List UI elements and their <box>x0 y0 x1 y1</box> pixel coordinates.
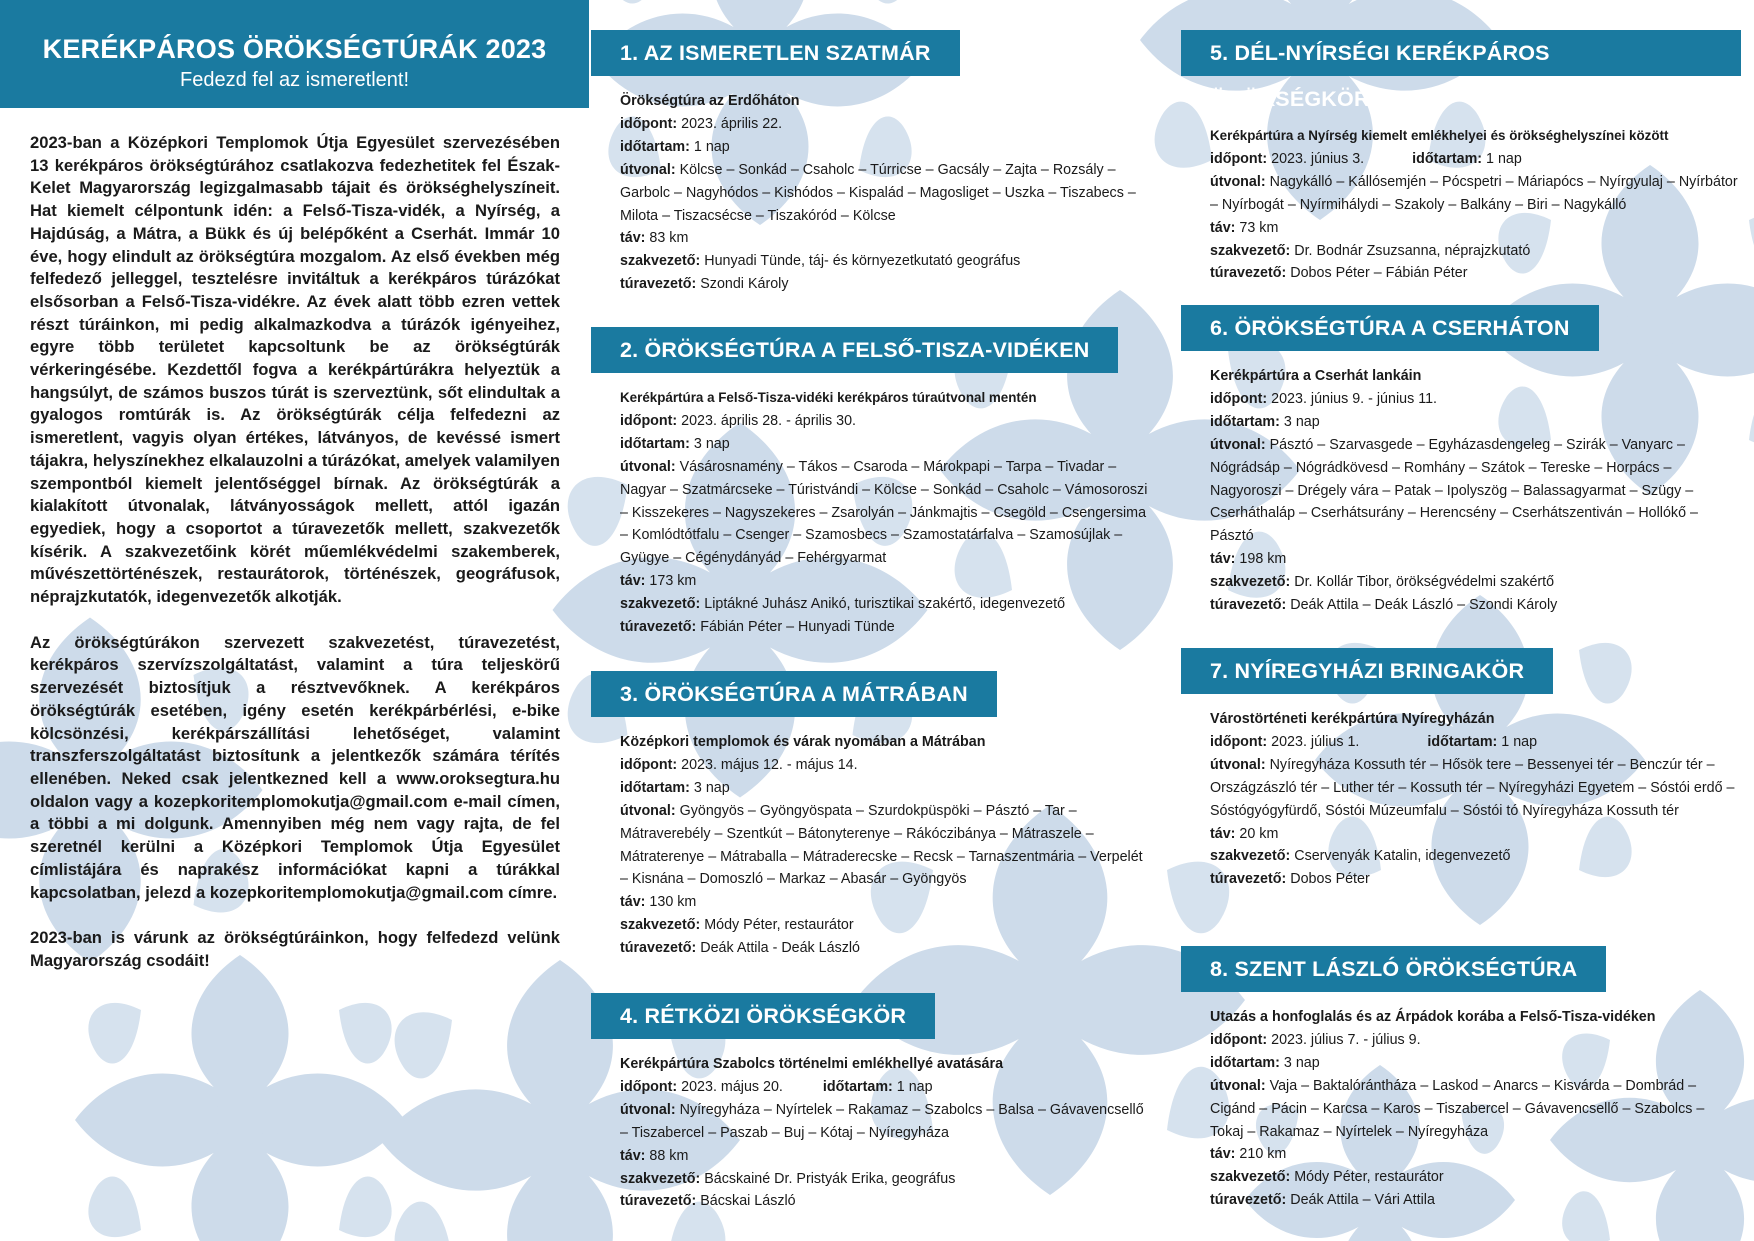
expert-guide-value: Hunyadi Tünde, táj- és környezetkutató geográfus <box>704 253 1021 270</box>
route-value: Gyöngyös – Gyöngyöspata – Szurdokpüspöki – Pásztó – Tar – Mátraverebély – Szentkút – Bátonyterenye – Rákóczibánya – Mátraszele – Mátraterenye – Mátraballa – Mátraderecske – Recsk – Tarnaszentmária – Verpelét – Kisnána – Domoszló – Markaz – Abasár – Gyöngyös <box>620 802 1143 888</box>
tour-6 <box>1181 305 1741 617</box>
distance-value: 73 km <box>1239 219 1279 236</box>
distance-label: táv: <box>620 573 646 590</box>
date-value: 2023. április 22. <box>681 115 783 132</box>
duration-label: időtartam: <box>1427 733 1498 750</box>
tour-subtitle: Kerékpártúra a Cserhát lankáin <box>1210 368 1422 384</box>
route-value: Nyíregyháza – Nyírtelek – Rakamaz – Szabolcs – Balsa – Gávavencsellő – Tiszabercel – Paszab – Buj – Kótaj – Nyíregyháza <box>620 1101 1144 1141</box>
duration-label: időtartam: <box>822 1078 893 1095</box>
tour-subtitle: Kerékpártúra a Felső-Tisza-vidéki kerékpáros túraútvonal mentén <box>620 390 1037 405</box>
page-subtitle: Fedezd fel az ismeretlent! <box>180 69 409 91</box>
intro-paragraph-3: 2023-ban is várunk az örökségtúráinkon, hogy felfedezd velünk Magyarország csodáit! <box>30 928 560 970</box>
expert-guide-value: Dr. Bodnár Zsuzsanna, néprajzkutató <box>1294 242 1531 259</box>
duration-label: időtartam: <box>620 138 690 155</box>
tour-1 <box>591 30 1151 296</box>
duration-value: 3 nap <box>693 779 730 796</box>
tour-title: 7. NYÍREGYHÁZI BRINGAKÖR <box>1181 648 1553 694</box>
date-value: 2023. május 20. <box>681 1078 783 1095</box>
expert-guide-value: Cservenyák Katalin, idegenvezető <box>1294 848 1511 865</box>
distance-label: táv: <box>1210 551 1236 568</box>
tour-guide-value: Szondi Károly <box>700 276 789 293</box>
route-value: Nagykálló – Kállósemjén – Pócspetri – Máriapócs – Nyírgyulaj – Nyírbátor – Nyírbogát – Nyírmihálydi – Szakoly – Balkány – Biri – Nagykálló <box>1210 173 1738 213</box>
tour-subtitle: Utazás a honfoglalás és az Árpádok korába a Felső-Tisza-vidéken <box>1210 1009 1656 1025</box>
date-value: 2023. június 9. - június 11. <box>1271 390 1438 407</box>
expert-guide-value: Módy Péter, restaurátor <box>704 917 854 934</box>
tour-subtitle: Várostörténeti kerékpártúra Nyíregyházán <box>1210 711 1495 727</box>
date-value: 2023. május 12. - május 14. <box>681 756 858 773</box>
date-label: időpont: <box>620 412 678 429</box>
duration-label: időtartam: <box>620 435 690 452</box>
date-label: időpont: <box>1210 390 1268 407</box>
tour-subtitle: Örökségtúra az Erdőháton <box>620 93 800 109</box>
expert-guide-label: szakvezető: <box>620 253 701 270</box>
tour-guide-label: túravezető: <box>1210 265 1287 282</box>
tour-guide-value: Bácskai László <box>700 1193 796 1210</box>
expert-guide-label: szakvezető: <box>620 596 701 613</box>
route-label: útvonal: <box>1210 436 1266 453</box>
route-label: útvonal: <box>1210 756 1266 773</box>
date-label: időpont: <box>1210 150 1268 167</box>
tour-guide-label: túravezető: <box>1210 597 1287 614</box>
distance-label: táv: <box>1210 1146 1236 1163</box>
expert-guide-value: Liptákné Juhász Anikó, turisztikai szakértő, idegenvezető <box>704 596 1066 613</box>
tour-subtitle: Kerékpártúra a Nyírség kiemelt emlékhelyei és örökséghelyszínei között <box>1210 128 1669 143</box>
tour-5 <box>1181 30 1741 285</box>
tour-guide-value: Deák Attila - Deák László <box>700 940 860 957</box>
intro-text <box>30 132 560 996</box>
route-label: útvonal: <box>620 458 676 475</box>
route-value: Nyíregyháza Kossuth tér – Hősök tere – Bessenyei tér – Benczúr tér – Országzászló tér – Luther tér – Kossuth tér – Nyíregyházi Egyetem – Sóstói erdő – Sóstógyógyfürdő, Sóstói Múzeumfalu – Sóstói tó Nyíregyháza Kossuth tér <box>1210 756 1735 819</box>
route-label: útvonal: <box>1210 1077 1266 1094</box>
tour-guide-value: Fábián Péter – Hunyadi Tünde <box>700 619 895 636</box>
route-label: útvonal: <box>620 802 676 819</box>
tour-guide-value: Deák Attila – Vári Attila <box>1290 1192 1435 1209</box>
duration-label: időtartam: <box>1210 1054 1280 1071</box>
tour-2 <box>591 327 1151 639</box>
tour-guide-label: túravezető: <box>620 276 697 293</box>
distance-label: táv: <box>620 894 646 911</box>
tour-4 <box>591 993 1151 1213</box>
tour-title: 6. ÖRÖKSÉGTÚRA A CSERHÁTON <box>1181 305 1599 351</box>
distance-value: 83 km <box>649 230 689 247</box>
route-label: útvonal: <box>1210 173 1266 190</box>
expert-guide-value: Módy Péter, restaurátor <box>1294 1169 1444 1186</box>
duration-label: időtartam: <box>1210 413 1280 430</box>
tour-guide-label: túravezető: <box>620 619 697 636</box>
duration-label: időtartam: <box>1412 150 1483 167</box>
duration-value: 1 nap <box>1486 150 1522 167</box>
date-label: időpont: <box>620 756 678 773</box>
tour-guide-value: Dobos Péter <box>1290 871 1370 888</box>
duration-value: 3 nap <box>1283 413 1320 430</box>
expert-guide-label: szakvezető: <box>620 1170 701 1187</box>
distance-value: 173 km <box>649 573 697 590</box>
date-label: időpont: <box>620 115 678 132</box>
route-label: útvonal: <box>620 1101 676 1118</box>
expert-guide-label: szakvezető: <box>1210 242 1291 259</box>
tour-title: 2. ÖRÖKSÉGTÚRA A FELSŐ-TISZA-VIDÉKEN <box>591 327 1118 373</box>
distance-value: 88 km <box>649 1147 689 1164</box>
route-value: Vaja – Baktalórántháza – Laskod – Anarcs – Kisvárda – Dombrád – Cigánd – Pácin – Karcsa – Karos – Tiszabercel – Gávavencsellő – Szabolcs – Tokaj – Rakamaz – Nyírtelek – Nyíregyháza <box>1210 1077 1705 1140</box>
duration-value: 1 nap <box>1501 733 1538 750</box>
expert-guide-label: szakvezető: <box>1210 574 1291 591</box>
page-title: KERÉKPÁROS ÖRÖKSÉGTÚRÁK 2023 <box>42 34 547 64</box>
tour-guide-label: túravezető: <box>620 940 697 957</box>
tour-8 <box>1181 946 1741 1212</box>
tour-guide-label: túravezető: <box>1210 1192 1287 1209</box>
date-label: időpont: <box>620 1078 678 1095</box>
expert-guide-value: Dr. Kollár Tibor, örökségvédelmi szakértő <box>1294 574 1555 591</box>
date-label: időpont: <box>1210 733 1268 750</box>
date-value: 2023. július 7. - július 9. <box>1271 1031 1421 1048</box>
tour-title: 1. AZ ISMERETLEN SZATMÁR <box>591 30 960 76</box>
intro-paragraph-2: Az örökségtúrákon szervezett szakvezetést, túravezetést, kerékpáros szervízszolgáltatást, valamint a túra teljeskörű szervezését biztosítjuk a résztvevőknek. A kerékpáros örökségtúrák esetében, igény esetén kerékpárbérlési, e-bike kölcsönzési, kerékpárszállítási lehetőséget, valamint transzferszolgáltatást biztosítunk a jelentkezők számára térítés ellenében. Neked csak jelentkezned kell a www.oroksegtura.hu oldalon vagy a kozepkoritemplomokutja@gmail.com e-mail címen, a többi a mi dolgunk. Amennyiben még nem vagy rajta, de fel szeretnél kerülni a Középkori Templomok Útja Egyesület címlistájára és naprakész információkat kapni a túrákkal kapcsolatban, jelezd a kozepkoritemplomokutja@gmail.com címre. <box>30 632 560 902</box>
distance-label: táv: <box>620 230 646 247</box>
tour-3 <box>591 671 1151 960</box>
intro-paragraph-1: 2023-ban a Középkori Templomok Útja Egyesület szervezésében 13 kerékpáros örökségtúrához csatlakozva fedezhetitek fel Észak-Kelet Magyarország legizgalmasabb tájait és örökséghelyszíneit. Hat kiemelt célpontunk idén: a Felső-Tisza-vidék, a Nyírség, a Hajdúság, a Mátra, a Bükk és új belépőként a Cserhát. Immár 10 éve, hogy elindult az örökségtúra mozgalom. Az első években még felfedező jelleggel, tesztelésre invitáltuk a kerékpáros túrázókat elsősorban a Felső-Tisza-vidékre. Az évek alatt több ezren vettek részt túráinkon, mi pedig alkalmazkodva a túrázók igényeihez, egyre több területet kapcsoltunk be az örökségtúrák vérkeringésébe. Kezdettől fogva a kerékpártúrákra helyeztük a hangsúlyt, de számos buszos túrát is szerveztünk, sőt elindultak a gyalogos romtúrák is. Az örökségtúrák célja felfedezni az ismeretlent, vagyis olyan értékes, látványos, de kevéssé ismert tájakra, helyszínekhez elkalauzolni a túrázókat, amelyek valamilyen szempontból kiemelt jelentőséggel bírnak. Az örökségtúrák a kialakított útvonalak, látványosságok mellett, attól igazán egyediek, hogy a csoportot a túravezetők mellett, szakvezetők kísérik. A szakvezetőink körét műemlékvédelmi szakemberek, művészettörténészek, restaurátorok, történészek, geográfusok, néprajzkutatók, idegenvezetők alkotják. <box>30 133 560 607</box>
tour-title: 8. SZENT LÁSZLÓ ÖRÖKSÉGTÚRA <box>1181 946 1606 992</box>
duration-value: 1 nap <box>896 1078 933 1095</box>
tour-title: 4. RÉTKÖZI ÖRÖKSÉGKÖR <box>591 993 935 1039</box>
distance-value: 130 km <box>649 894 697 911</box>
distance-value: 20 km <box>1239 825 1279 842</box>
expert-guide-label: szakvezető: <box>1210 848 1291 865</box>
tour-guide-value: Dobos Péter – Fábián Péter <box>1290 265 1468 282</box>
tour-guide-value: Deák Attila – Deák László – Szondi Károly <box>1290 597 1558 614</box>
tour-7 <box>1181 648 1741 891</box>
duration-value: 3 nap <box>1283 1054 1320 1071</box>
header-banner <box>0 0 589 108</box>
expert-guide-label: szakvezető: <box>620 917 701 934</box>
route-value: Pásztó – Szarvasgede – Egyházasdengeleg – Szirák – Vanyarc – Nógrádsáp – Nógrádkövesd – Romhány – Szátok – Tereske – Horpács – Nagyoroszi – Drégely vára – Patak – Ipolyszög – Balassagyarmat – Szügy – Cserháthaláp – Cserhátsurány – Herencsény – Cserhátszentiván – Hollókő – Pásztó <box>1210 436 1698 545</box>
date-value: 2023. június 3. <box>1271 150 1365 167</box>
date-value: 2023. április 28. - április 30. <box>681 412 856 429</box>
date-label: időpont: <box>1210 1031 1268 1048</box>
distance-label: táv: <box>620 1147 646 1164</box>
distance-value: 210 km <box>1239 1146 1287 1163</box>
expert-guide-value: Bácskainé Dr. Pristyák Erika, geográfus <box>704 1170 956 1187</box>
tour-title: 5. DÉL-NYÍRSÉGI KERÉKPÁROS ÖRÖKSÉGKÖR <box>1181 30 1741 76</box>
route-label: útvonal: <box>620 161 676 178</box>
distance-label: táv: <box>1210 825 1236 842</box>
duration-value: 3 nap <box>693 435 730 452</box>
expert-guide-label: szakvezető: <box>1210 1169 1291 1186</box>
tour-title: 3. ÖRÖKSÉGTÚRA A MÁTRÁBAN <box>591 671 997 717</box>
distance-value: 198 km <box>1239 551 1287 568</box>
distance-label: táv: <box>1210 219 1236 236</box>
duration-value: 1 nap <box>693 138 730 155</box>
tour-subtitle: Kerékpártúra Szabolcs történelmi emlékhellyé avatására <box>620 1056 1004 1072</box>
tour-subtitle: Középkori templomok és várak nyomában a Mátrában <box>620 734 986 750</box>
tour-guide-label: túravezető: <box>620 1193 697 1210</box>
tour-guide-label: túravezető: <box>1210 871 1287 888</box>
route-value: Kölcse – Sonkád – Csaholc – Túrricse – Gacsály – Zajta – Rozsály – Garbolc – Nagyhódos – Kishódos – Kispalád – Magosliget – Uszka – Tiszabecs – Milota – Tiszacsécse – Tiszakóród – Kölcse <box>620 161 1136 224</box>
date-value: 2023. július 1. <box>1271 733 1360 750</box>
duration-label: időtartam: <box>620 779 690 796</box>
route-value: Vásárosnamény – Tákos – Csaroda – Márokpapi – Tarpa – Tivadar – Nagyar – Szatmárcseke – Túristvándi – Kölcse – Sonkád – Csaholc – Vámosoroszi – Kisszekeres – Nagyszekeres – Zsarolyán – Jánkmajtis – Csegöld – Csengersima – Komlódtótfalu – Csenger – Szamosbecs – Szamostatárfalva – Szamosújlak – Gyügye – Cégénydányád – Fehérgyarmat <box>620 458 1148 567</box>
